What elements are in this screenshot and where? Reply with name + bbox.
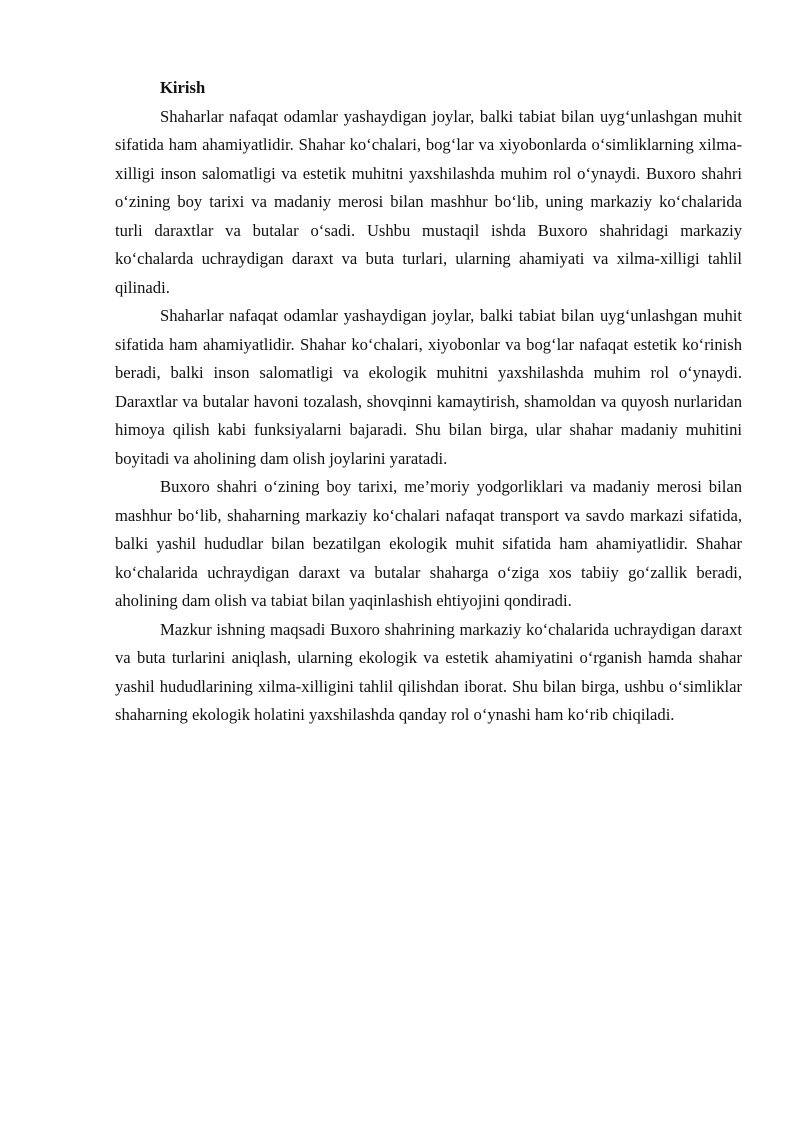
paragraph-4: Mazkur ishning maqsadi Buxoro shahrining markaziy ko‘chalarida uchraydigan daraxt va buta turlarini aniqlash, ularning ekologik va estetik ahamiyatini o‘rganish hamda shahar yashil hududlarining xilma-xilligini tahlil qilishdan iborat. Shu bilan birga, ushbu o‘simliklar shaharning ekologik holatini yaxshilashda qanday rol o‘ynashi ham ko‘rib chiqiladi. — [115, 619, 742, 724]
section-heading: Kirish — [160, 78, 206, 97]
document-page — [115, 74, 742, 730]
paragraph-3: Buxoro shahri o‘zining boy tarixi, me’moriy yodgorliklari va madaniy merosi bilan mashhur bo‘lib, shaharning markaziy ko‘chalari nafaqat transport va savdo markazi sifatida, balki yashil hududlar bilan bezatilgan ekologik muhit sifatida ham ahamiyatlidir. Shahar ko‘chalarida uchraydigan daraxt va butalar shaharga o‘ziga xos tabiiy go‘zallik beradi, aholining dam olish va tabiat bilan yaqinlashish ehtiyojini qondiradi. — [115, 477, 742, 610]
paragraph-2: Shaharlar nafaqat odamlar yashaydigan joylar, balki tabiat bilan uyg‘unlashgan muhit sifatida ham ahamiyatlidir. Shahar ko‘chalari, xiyobonlar va bog‘lar nafaqat estetik ko‘rinish beradi, balki inson salomatligi va ekologik muhitni yaxshilashda muhim rol o‘ynaydi. Daraxtlar va butalar havoni tozalash, shovqinni kamaytirish, shamoldan va quyosh nurlaridan himoya qilish kabi funksiyalarni bajaradi. Shu bilan birga, ular shahar madaniy muhitini boyitadi va aholining dam olish joylarini yaratadi. — [115, 306, 742, 468]
paragraph-1: Shaharlar nafaqat odamlar yashaydigan joylar, balki tabiat bilan uyg‘unlashgan muhit sifatida ham ahamiyatlidir. Shahar ko‘chalari, bog‘lar va xiyobonlarda o‘simliklarning xilma-xilligi inson salomatligi va estetik muhitni yaxshilashda muhim rol o‘ynaydi. Buxoro shahri o‘zining boy tarixi va madaniy merosi bilan mashhur bo‘lib, uning markaziy ko‘chalarida turli daraxtlar va butalar o‘sadi. Ushbu mustaqil ishda Buxoro shahridagi markaziy ko‘chalarda uchraydigan daraxt va buta turlari, ularning ahamiyati va xilma-xilligi tahlil qilinadi. — [115, 106, 742, 297]
